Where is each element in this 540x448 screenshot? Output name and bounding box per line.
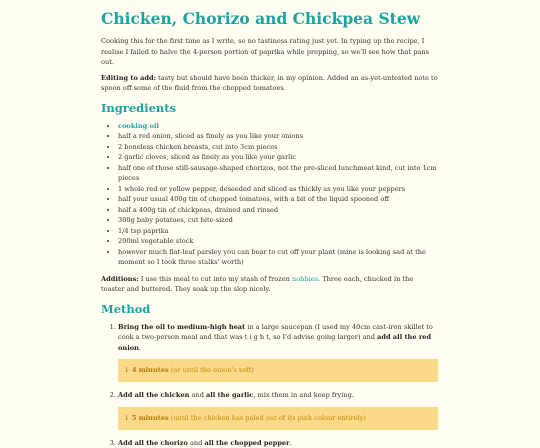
ingredient-item: • however much flat-leaf parsley you can bear to cut off your plant (mine is looking sad at the moment so I took three stalks' worth) — [118, 247, 438, 268]
ingredient-item: • 2 garlic cloves, sliced as finely as you like your garlic — [118, 152, 438, 163]
timing-note: ↓ 4 minutes (or until the onion's soft) — [118, 359, 438, 382]
edit-note — [101, 73, 438, 94]
edit-text: tasty but should have been thicker, in my opinion. Added an as-yet-untested note to spoon off some of the fluid from the chopped tomatoes. — [101, 74, 438, 93]
timing-note: ↓ 5 minutes (until the chicken has paled out of its pink colour entirely) — [118, 407, 438, 430]
ingredients-list — [101, 121, 438, 268]
nobbies-link[interactable]: nobbies — [292, 275, 318, 283]
ingredient-item: • half a red onion, sliced as finely as you like your onions — [118, 131, 438, 142]
edit-label: Editing to add: — [101, 74, 156, 82]
ingredients-heading: Ingredients — [101, 101, 438, 116]
ingredient-item: • 1 whole red or yellow pepper, deseeded and sliced as thickly as you like your peppers — [118, 184, 438, 195]
ingredient-item: • 1/4 tsp paprika — [118, 226, 438, 237]
ingredient-item: • 300g baby potatoes, cut bite-sized — [118, 215, 438, 226]
ingredient-item: • 200ml vegetable stock — [118, 236, 438, 247]
method-step-2: 2. Add all the chicken and all the garlic, mix them in and keep frying. ↓ 5 minutes (until the chicken has paled out of its pink colour entirely) — [118, 390, 438, 430]
method-step-1: 1. Bring the oil to medium-high heat in a large saucepan (I used my 40cm cast-iron skillet to cook a two-person meal and that was t i g h t, so I'd advise going larger) and add all the red onion. ↓ 4 minutes (or until the onion's soft) — [118, 322, 438, 383]
method-heading: Method — [101, 302, 438, 317]
method-list — [101, 322, 438, 448]
ingredient-item: • cooking oil — [118, 121, 438, 132]
intro-paragraph: Cooking this for the first time as I write, so no tastiness rating just yet. In typing up the recipe, I realise I failed to halve the 4-person portion of paprika while prepping, so we'll see how that pans out. — [101, 36, 438, 68]
ingredient-item: • half one of those still-sausage-shaped chorizos, not the pre-sliced lunchmeat kind, cut into 1cm pieces — [118, 163, 438, 184]
method-step-3: 3. Add all the chorizo and all the chopped pepper. — [118, 438, 438, 448]
ingredient-item: • half your usual 400g tin of chopped tomatoes, with a bit of the liquid spooned off — [118, 194, 438, 205]
ingredient-item: • half a 400g tin of chickpeas, drained and rinsed — [118, 205, 438, 216]
additions-paragraph: Additions: I use this meal to cut into my stash of frozen nobbies. Three each, chucked in the toaster and buttered. They soak up the slop nicely. — [101, 274, 438, 295]
additions-label: Additions: — [101, 275, 139, 283]
ingredient-item: • 2 boneless chicken breasts, cut into 3cm pieces — [118, 142, 438, 153]
page-title: Chicken, Chorizo and Chickpea Stew — [101, 0, 438, 29]
